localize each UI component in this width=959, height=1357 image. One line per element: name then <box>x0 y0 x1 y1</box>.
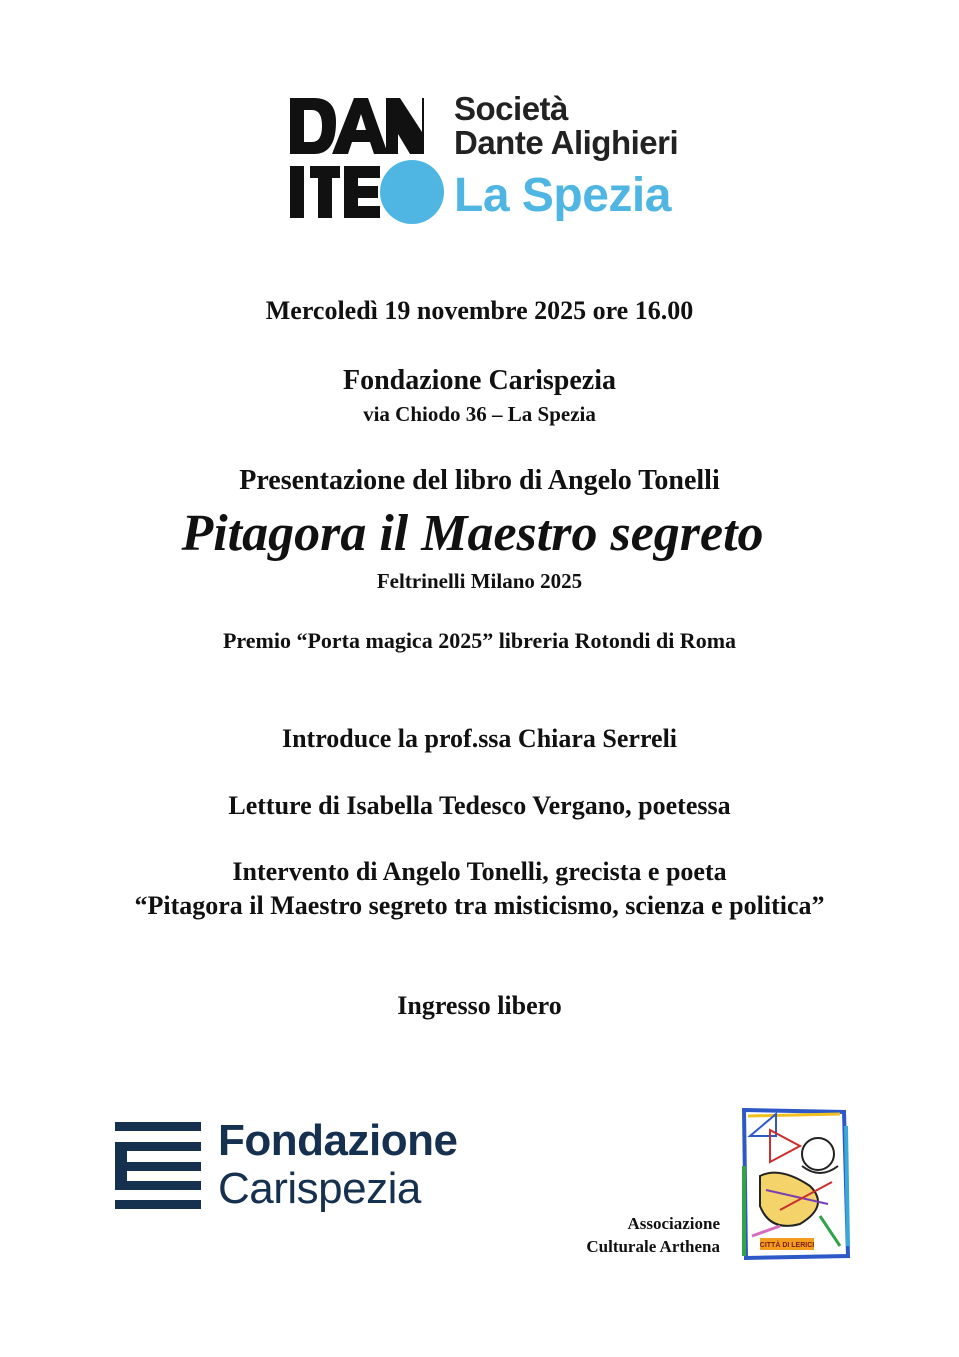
entry-line: Ingresso libero <box>397 991 562 1020</box>
dante-society-label: Società <box>454 90 568 127</box>
carispezia-stripes-icon <box>112 1122 204 1210</box>
dante-city-label: La Spezia <box>454 169 671 222</box>
prize-line: Premio “Porta magica 2025” libreria Rotondi di Roma <box>222 628 737 653</box>
fc-name-line1: Fondazione <box>218 1116 458 1165</box>
presentation-line: Presentazione del libro di Angelo Tonelli <box>239 465 720 496</box>
arthena-emblem-icon <box>740 1106 854 1262</box>
event-address: via Chiodo 36 – La Spezia <box>363 402 596 426</box>
dante-name-label: Dante Alighieri <box>454 124 679 161</box>
event-datetime: Mercoledì 19 novembre 2025 ore 16.00 <box>265 296 694 325</box>
readings-line: Letture di Isabella Tedesco Vergano, poetessa <box>228 791 731 820</box>
arthena-line1: Associazione <box>627 1214 720 1233</box>
dante-monogram-icon <box>288 92 448 232</box>
book-title: Pitagora il Maestro segreto <box>181 505 764 562</box>
fondazione-carispezia-logo <box>112 1118 492 1218</box>
book-publisher: Feltrinelli Milano 2025 <box>376 569 583 593</box>
intro-line: Introduce la prof.ssa Chiara Serreli <box>281 724 678 753</box>
fc-name-line2: Carispezia <box>218 1164 421 1213</box>
event-venue: Fondazione Carispezia <box>343 365 616 396</box>
arthena-emblem-label: CITTÀ DI LERICI <box>759 1242 815 1249</box>
speech-line: Intervento di Angelo Tonelli, grecista e poeta <box>232 857 727 886</box>
dante-alighieri-logo <box>288 92 708 232</box>
arthena-line2: Culturale Arthena <box>586 1237 720 1256</box>
speech-title-line: “Pitagora il Maestro segreto tra misticismo, scienza e politica” <box>134 891 825 920</box>
